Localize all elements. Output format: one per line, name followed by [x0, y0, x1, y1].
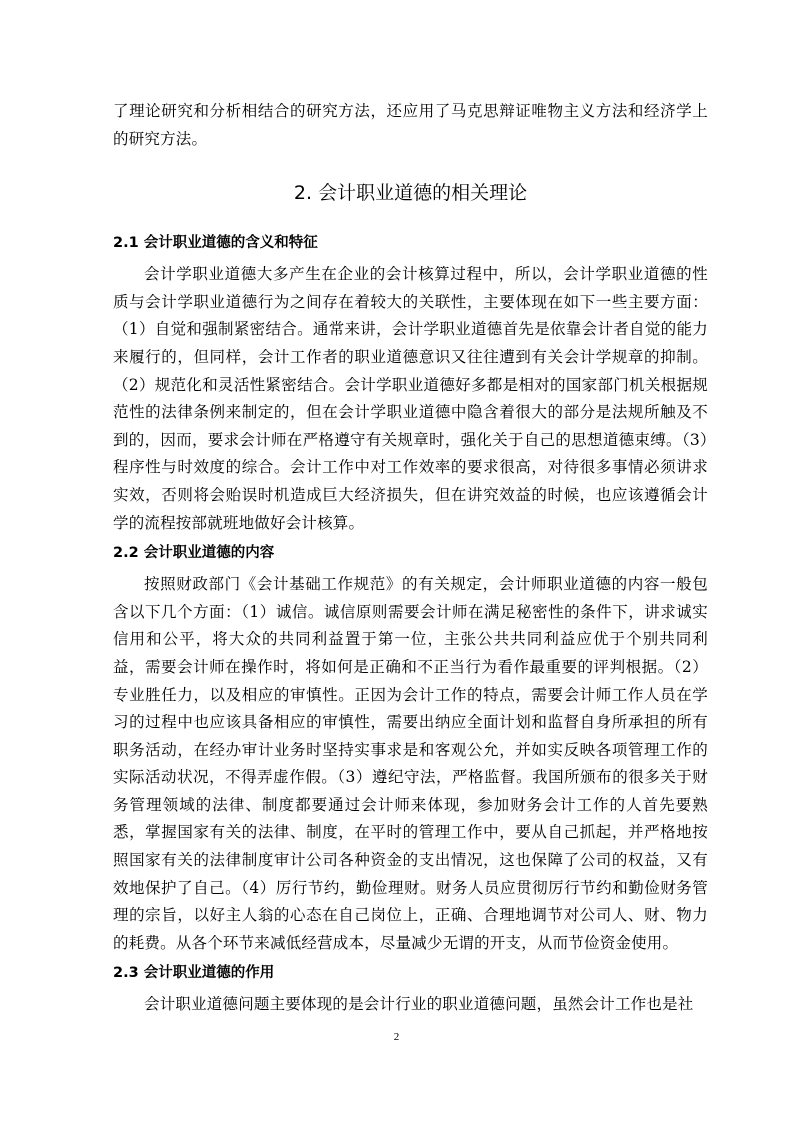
subsection-heading-2-1: 2.1 会计职业道德的含义和特征 — [113, 235, 318, 252]
paragraph-2-1: 会计学职业道德大多产生在企业的会计核算过程中，所以，会计学职业道德的性质与会计学职业道德行为之间存在着较大的关联性，主要体现在如下一些主要方面：（1）自觉和强制紧密结合。通常来讲，会计学职业道德首先是依靠会计者自觉的能力来履行的，但同样，会计工作者的职业道德意识又往往遭到有关会计学规章的抑制。（2）规范化和灵活性紧密结合。会计学职业道德好多都是相对的国家部门机关根据规范性的法律条例来制定的，但在会计学职业道德中隐含着很大的部分是法规所触及不到的，因而，要求会计师在严格遵守有关规章时，强化关于自己的思想道德束缚。（3）程序性与时效度的综合。会计工作中对工作效率的要求很高，对待很多事情必须讲求实效，否则将会贻误时机造成巨大经济损失，但在讲究效益的时候，也应该遵循会计学的流程按部就班地做好会计核算。 — [113, 265, 708, 532]
intro-paragraph: 了理论研究和分析相结合的研究方法，还应用了马克思辩证唯物主义方法和经济学上的研究方法。 — [113, 102, 708, 148]
subsection-heading-2-2: 2.2 会计职业道德的内容 — [113, 545, 275, 562]
page-number: 2 — [393, 1031, 400, 1043]
subsection-heading-2-3: 2.3 会计职业道德的作用 — [113, 965, 275, 982]
paragraph-2-3: 会计职业道德问题主要体现的是会计行业的职业道德问题，虽然会计工作也是社 — [144, 995, 694, 1014]
section-title: 2. 会计职业道德的相关理论 — [293, 182, 528, 205]
paragraph-2-2: 按照财政部门《会计基础工作规范》的有关规定，会计师职业道德的内容一般包含以下几个方面：（1）诚信。诚信原则需要会计师在满足秘密性的条件下，讲求诚实信用和公平，将大众的共同利益置于第一位，主张公共共同利益应优于个别共同利益，需要会计师在操作时，将如何是正确和不正当行为看作最重要的评判根据。（2）专业胜任力，以及相应的审慎性。正因为会计工作的特点，需要会计师工作人员在学习的过程中也应该具备相应的审慎性，需要出纳应全面计划和监督自身所承担的所有职务活动，在经办审计业务时坚持实事求是和客观公允，并如实反映各项管理工作的实际活动状况，不得弄虚作假。（3）遵纪守法，严格监督。我国所颁布的很多关于财务管理领域的法律、制度都要通过会计师来体现，参加财务会计工作的人首先要熟悉，掌握国家有关的法律、制度，在平时的管理工作中，要从自己抓起，并严格地按照国家有关的法律制度审计公司各种资金的支出情况，这也保障了公司的权益，又有效地保护了自己。（4）厉行节约，勤俭理财。财务人员应贯彻厉行节约和勤俭财务管理的宗旨，以好主人翁的心态在自己岗位上，正确、合理地调节对公司人、财、物力的耗费。从各个环节来减低经营成本，尽量减少无谓的开支，从而节俭资金使用。 — [113, 575, 708, 952]
page-content — [113, 98, 708, 1019]
